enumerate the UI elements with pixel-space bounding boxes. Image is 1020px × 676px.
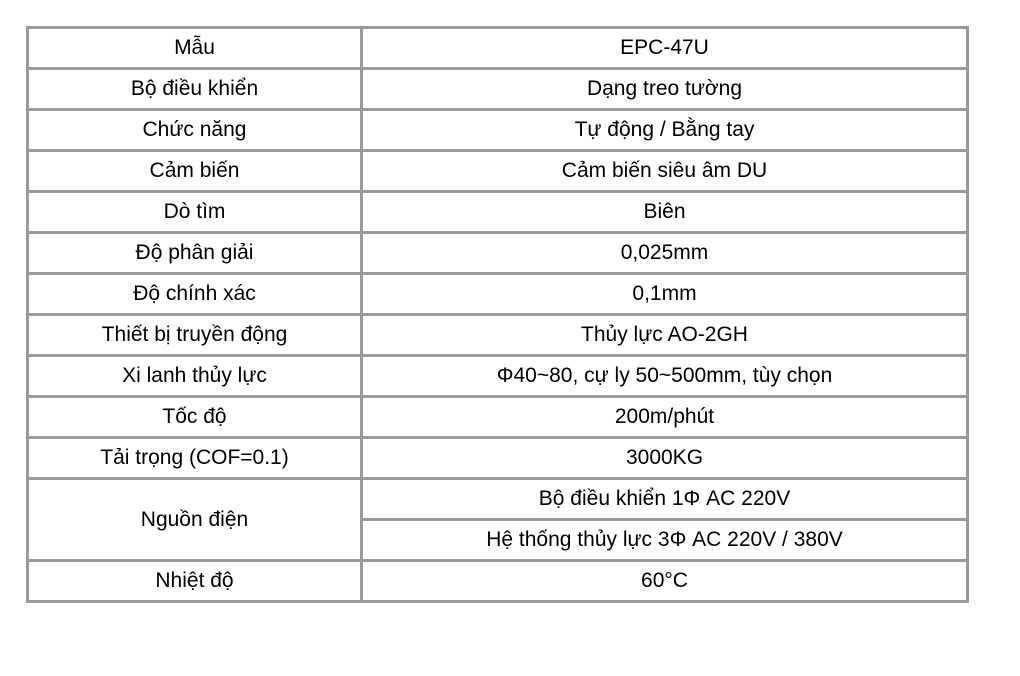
- table-row: [28, 438, 968, 479]
- row-label: Dò tìm: [28, 192, 362, 233]
- row-value: EPC-47U: [362, 28, 968, 69]
- row-value: 200m/phút: [362, 397, 968, 438]
- row-value: Tự động / Bằng tay: [362, 110, 968, 151]
- row-label: Tốc độ: [28, 397, 362, 438]
- table-row-power: [28, 479, 968, 520]
- row-label: Độ phân giải: [28, 233, 362, 274]
- row-label: Chức năng: [28, 110, 362, 151]
- row-label: Xi lanh thủy lực: [28, 356, 362, 397]
- row-value: Thủy lực AO-2GH: [362, 315, 968, 356]
- table-row: [28, 110, 968, 151]
- spec-table-body: [28, 28, 968, 602]
- row-value: Φ40~80, cự ly 50~500mm, tùy chọn: [362, 356, 968, 397]
- temperature-value: 60°C: [362, 561, 968, 602]
- table-row: [28, 69, 968, 110]
- table-row: [28, 356, 968, 397]
- table-row: [28, 28, 968, 69]
- table-row: [28, 233, 968, 274]
- table-row-temperature: [28, 561, 968, 602]
- row-value: 3000KG: [362, 438, 968, 479]
- power-value-controller: Bộ điều khiển 1Φ AC 220V: [362, 479, 968, 520]
- power-label: Nguồn điện: [28, 479, 362, 561]
- row-value: Biên: [362, 192, 968, 233]
- row-label: Cảm biến: [28, 151, 362, 192]
- row-label: Thiết bị truyền động: [28, 315, 362, 356]
- power-value-hydraulic: Hệ thống thủy lực 3Φ AC 220V / 380V: [362, 520, 968, 561]
- table-row: [28, 274, 968, 315]
- row-label: Mẫu: [28, 28, 362, 69]
- table-row: [28, 315, 968, 356]
- row-label: Độ chính xác: [28, 274, 362, 315]
- table-row: [28, 151, 968, 192]
- spec-table: [26, 26, 969, 603]
- table-row: [28, 397, 968, 438]
- row-value: Dạng treo tường: [362, 69, 968, 110]
- table-row: [28, 192, 968, 233]
- temperature-label: Nhiệt độ: [28, 561, 362, 602]
- row-label: Tải trọng (COF=0.1): [28, 438, 362, 479]
- row-value: 0,1mm: [362, 274, 968, 315]
- row-value: Cảm biến siêu âm DU: [362, 151, 968, 192]
- row-label: Bộ điều khiển: [28, 69, 362, 110]
- row-value: 0,025mm: [362, 233, 968, 274]
